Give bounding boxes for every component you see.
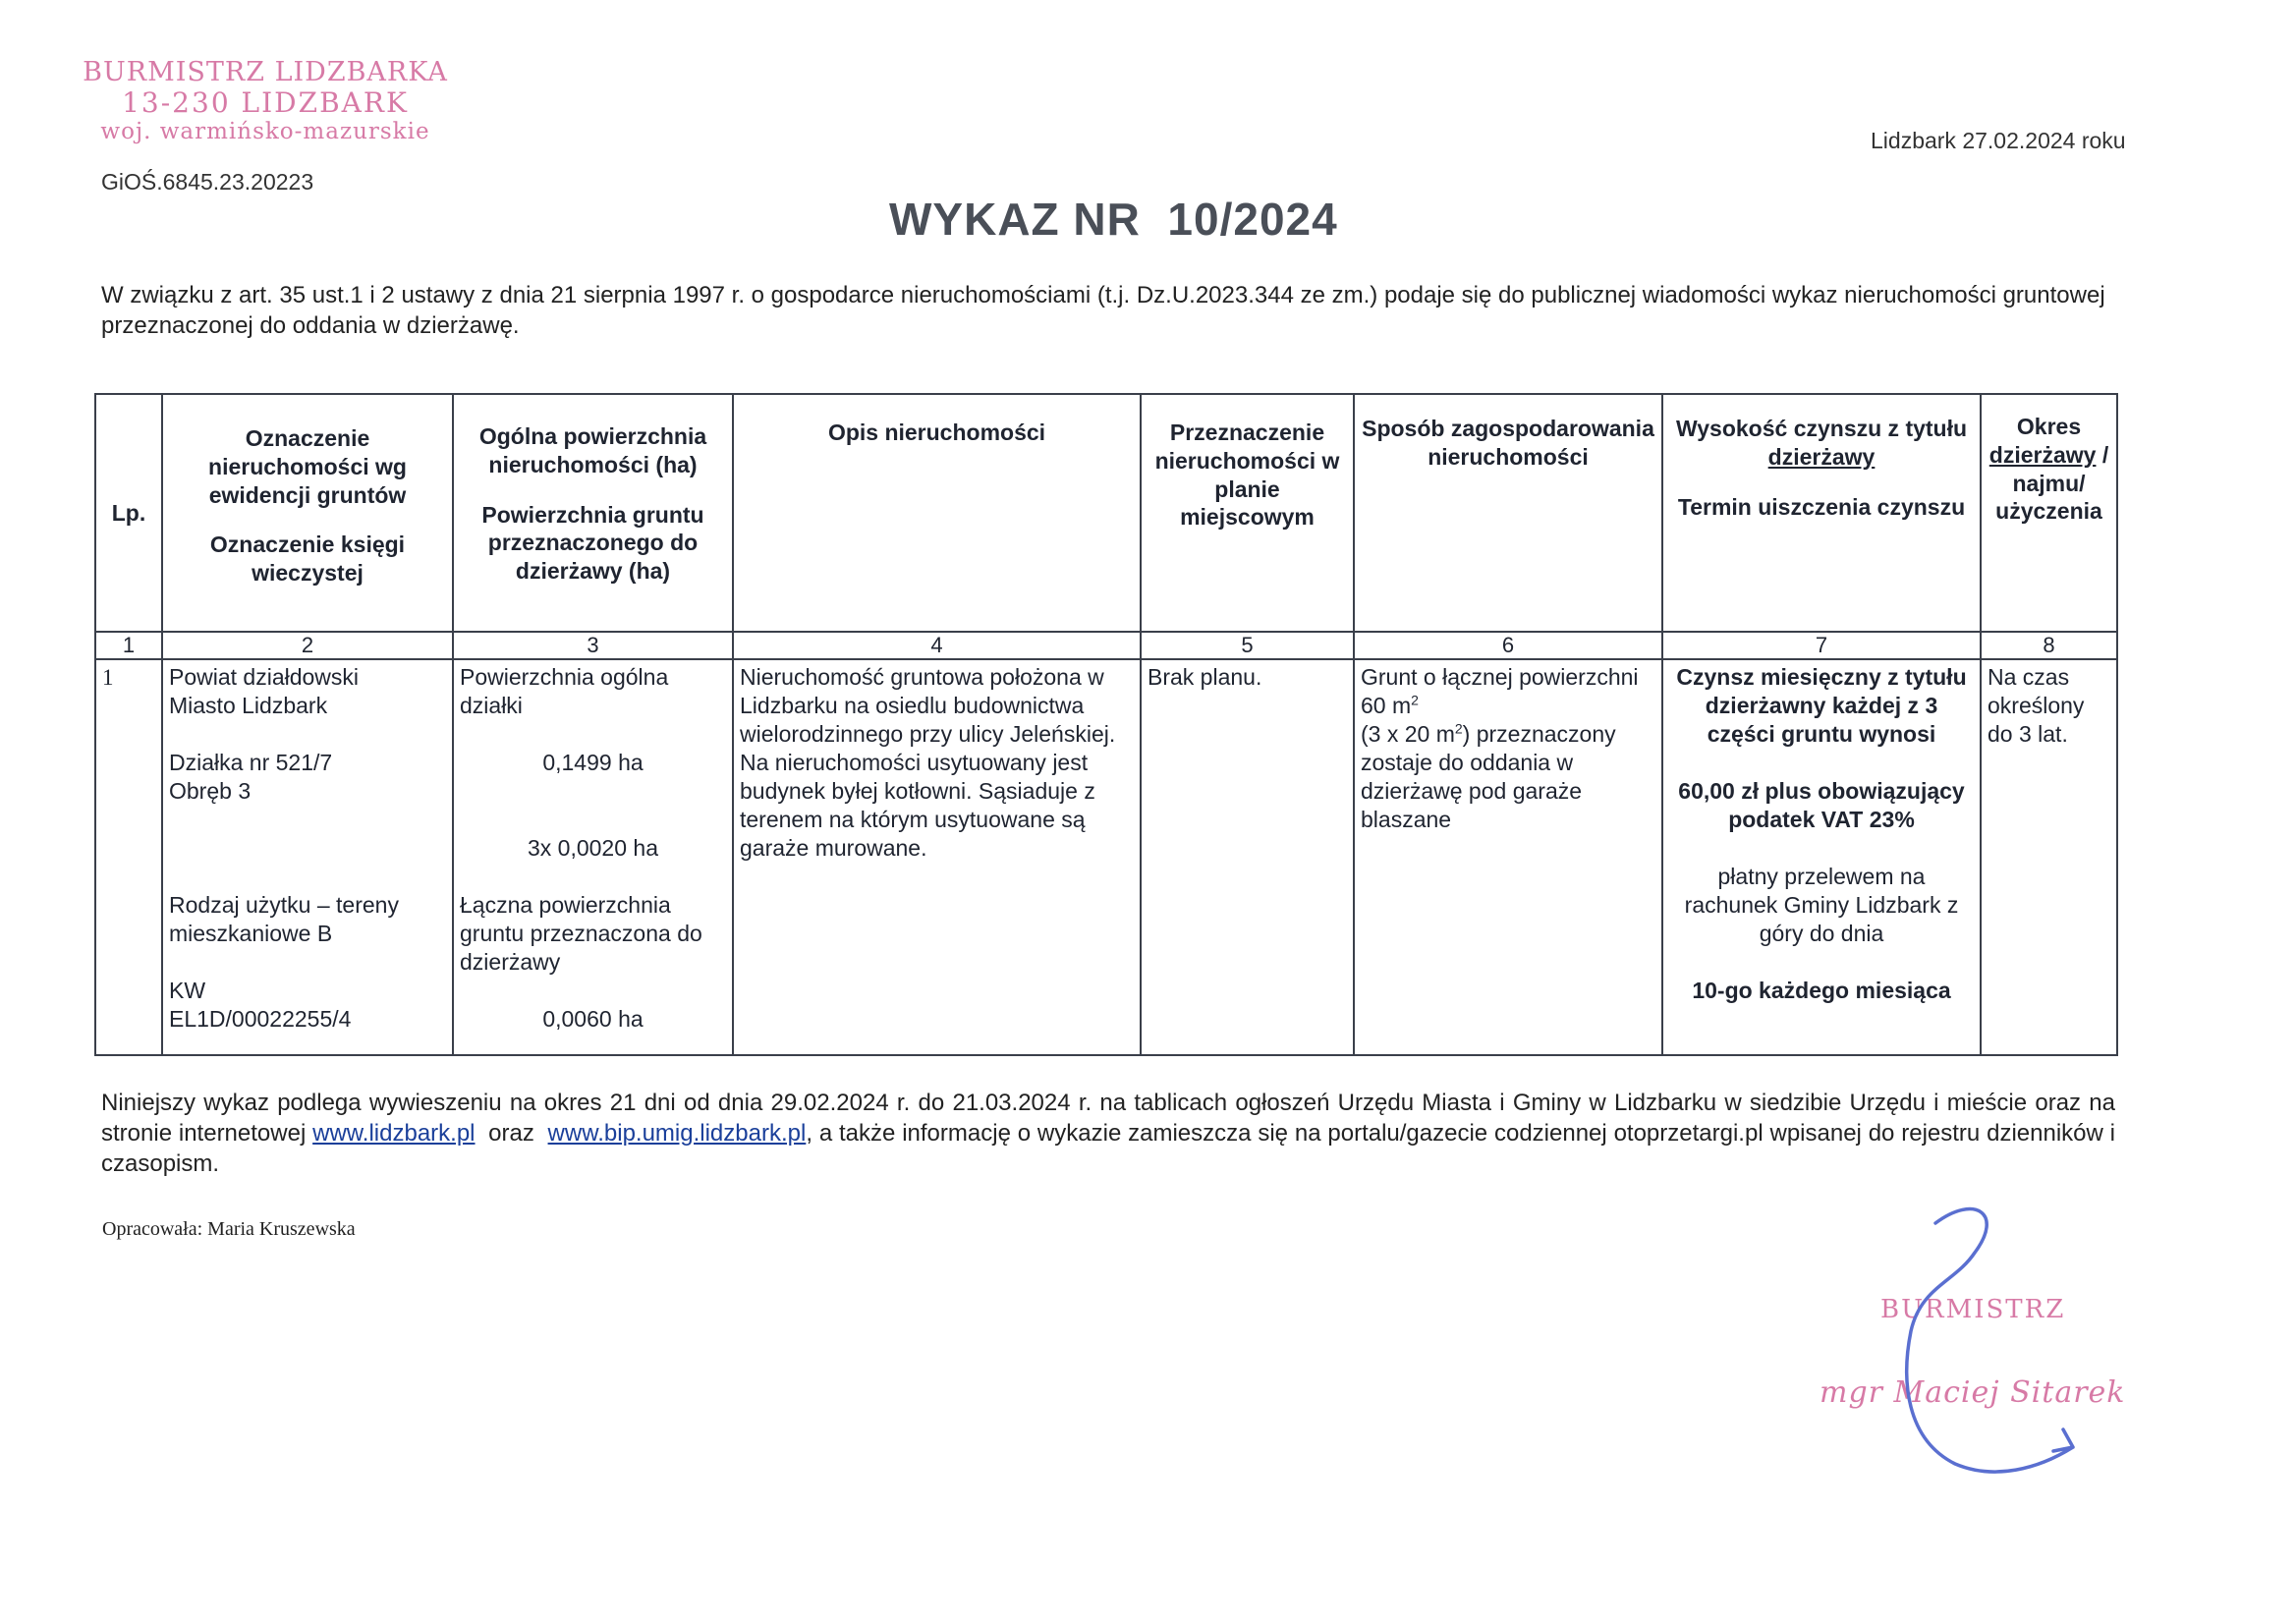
header-designation-landbook: Oznaczenie księgi wieczystej [209,532,406,586]
intro-paragraph: W związku z art. 35 ust.1 i 2 ustawy z dnia 21 sierpnia 1997 r. o gospodarce nieruchomościami (t.j. Dz.U.2023.344 ze zm.) podaje się do publicznej wiadomości wykaz nieruchomości gruntowej przeznaczonej do oddania w dzierżawę. [101,282,2105,340]
landbook-number: EL1D/00022255/4 [169,1005,352,1032]
column-number: 3 [453,632,733,659]
cell-land-use: Grunt o łącznej powierzchni 60 $m^2$ (3 x 20 $m^2$) przeznaczony zostaje do oddania w dzierżawę pod garaże blaszane [1354,659,1662,1055]
precinct-text: Obręb 3 [169,777,252,804]
header-rent [1662,394,1981,632]
footer-paragraph: Niniejszy wykaz podlega wywieszeniu na okres 21 dni od dnia 29.02.2024 r. do 21.03.2024 r. na tablicach ogłoszeń Urzędu Miasta i Gminy w Lidzbarku w siedzibie Urzędu i mieście oraz na stronie internetowej www.lidzbark.pl oraz www.bip.umig.lidzbark.pl, a także informację o wykazie zamieszcza się na portalu/gazecie codziennej otoprzetargi.pl wpisanej do rejestru dzienników i czasopism. [101,1090,2116,1178]
document-title: WYKAZ NR 10/2024 [889,194,1338,245]
payment-deadline: 10-go każdego miesiąca [1692,977,1951,1003]
column-number-row [95,632,2117,659]
cell-lease-period: Na czas określony do 3 lat. [1981,659,2117,1055]
link-lidzbark[interactable]: www.lidzbark.pl [312,1120,476,1148]
header-plan-purpose: Przeznaczenie nieruchomości w planie miejscowym [1141,394,1354,632]
cell-rent [1662,659,1981,1055]
header-designation-registry: Oznaczenie nieruchomości wg ewidencji gruntów [208,425,407,508]
table-row [95,659,2117,1055]
cell-description: Nieruchomość gruntowa położona w Lidzbarku na osiedlu budownictwa wielorodzinnego przy ulicy Jeleńskiej. Na nieruchomości usytuowany jest budynek byłej kotłowni. Sąsiaduje z terenem na którym usytuowane są garaże murowane. [733,659,1141,1055]
stamp-line-3: woj. warmińsko-mazurskie [100,119,430,145]
header-designation [162,394,453,632]
part-area-value: 3x 0,0020 ha [527,834,658,861]
header-rent-amount: Wysokość czynszu z tytułu dzierżawy [1675,416,1968,470]
stamp-line-1: BURMISTRZ LIDZBARKA [83,57,448,87]
land-use-type: Rodzaj użytku – tereny mieszkaniowe B [169,891,399,946]
header-lease-period: Okres dzierżawy / najmu/ użyczenia [1981,394,2117,632]
lease-area-value: 0,0060 ha [542,1005,644,1032]
header-rent-due: Termin uiszczenia czynszu [1677,493,1966,520]
header-area [453,394,733,632]
column-number: 8 [1981,632,2117,659]
district-text: Powiat działdowski [169,664,360,690]
rent-amount: 60,00 zł plus obowiązujący podatek VAT 23% [1678,777,1965,832]
cell-designation [162,659,453,1055]
lease-area-label: Łączna powierzchnia gruntu przeznaczona do dzierżawy [460,891,702,975]
place-date: Lidzbark 27.02.2024 roku [1871,128,2126,153]
prepared-by: Opracowała: Maria Kruszewska [102,1218,356,1240]
landbook-label: KW [169,977,206,1003]
column-number: 1 [95,632,162,659]
office-stamp [79,57,452,145]
plot-number: Działka nr 521/7 [169,749,333,775]
total-area-value: 0,1499 ha [542,749,644,775]
total-area-label: Powierzchnia ogólna działki [460,664,669,718]
handwritten-signature [1867,1194,2122,1488]
payment-method: płatny przelewem na rachunek Gminy Lidzbark z góry do dnia [1684,863,1959,946]
cell-area [453,659,733,1055]
header-land-use: Sposób zagospodarowania nieruchomości [1354,394,1662,632]
column-number: 7 [1662,632,1981,659]
column-number: 5 [1141,632,1354,659]
town-text: Miasto Lidzbark [169,692,328,718]
column-number: 4 [733,632,1141,659]
header-description: Opis nieruchomości [733,394,1141,632]
signature-stamp-title: BURMISTRZ [1880,1295,2066,1324]
cell-plan-purpose: Brak planu. [1141,659,1354,1055]
column-number: 6 [1354,632,1662,659]
rent-description: Czynsz miesięczny z tytułu dzierżawny każdej z 3 części gruntu wynosi [1676,664,1967,747]
header-area-lease: Powierzchnia gruntu przeznaczonego do dzierżawy (ha) [481,501,704,584]
header-lp: Lp. [95,394,162,632]
stamp-line-2: 13-230 LIDZBARK [122,86,409,120]
reference-number: GiOŚ.6845.23.20223 [101,169,314,195]
column-number: 2 [162,632,453,659]
header-row [95,394,2117,632]
property-table [94,393,2118,1056]
cell-lp: 1 [95,659,162,1055]
signature-stamp-name: mgr Maciej Sitarek [1820,1375,2126,1410]
header-area-total: Ogólna powierzchnia nieruchomości (ha) [478,423,707,477]
link-bip[interactable]: www.bip.umig.lidzbark.pl [547,1120,807,1148]
